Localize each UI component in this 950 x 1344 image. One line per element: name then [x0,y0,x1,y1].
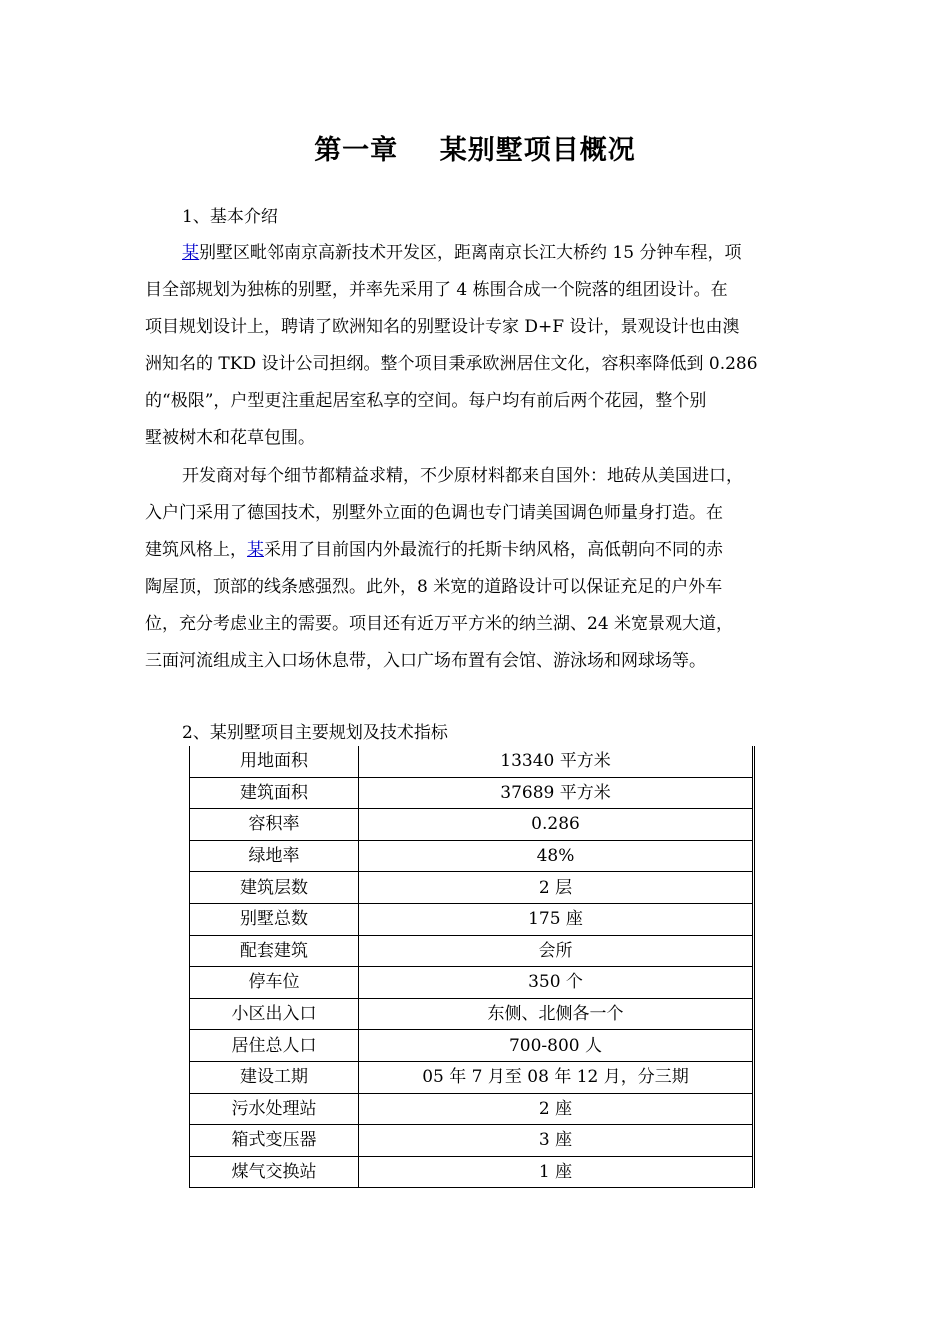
indicator-value: 175 座 [359,903,754,935]
chapter-title: 第一章 某别墅项目概况 [314,135,636,166]
paragraph-line: 洲知名的 TKD 设计公司担纲。整个项目秉承欧洲居住文化，容积率降低到 0.286 [145,354,758,374]
indicator-label: 居住总人口 [190,1030,359,1062]
paragraph-developer [145,458,805,680]
indicator-value: 48% [359,840,754,872]
table-row [190,1030,754,1062]
indicator-label: 建筑面积 [190,777,359,809]
paragraph-intro [145,235,805,457]
paragraph-line: 陶屋顶，顶部的线条感强烈。此外，8 米宽的道路设计可以保证充足的户外车 [145,577,723,597]
indicator-value: 0.286 [359,809,754,841]
indicator-value: 700-800 人 [359,1030,754,1062]
paragraph-line: 位，充分考虑业主的需要。项目还有近万平方米的纳兰湖、24 米宽景观大道， [145,614,734,634]
paragraph-line: 开发商对每个细节都精益求精，不少原材料都来自国外：地砖从美国进口， [182,466,743,486]
indicator-value: 会所 [359,935,754,967]
table-row [190,967,754,999]
indicator-value: 37689 平方米 [359,777,754,809]
table-row [190,840,754,872]
section-heading-basic-intro: 1、基本介绍 [182,207,278,227]
paragraph-text: 采用了目前国内外最流行的托斯卡纳风格，高低朝向不同的赤 [264,540,723,560]
paragraph-text: 建筑风格上， [145,540,247,560]
indicator-value: 2 座 [359,1093,754,1125]
indicator-value: 东侧、北侧各一个 [359,998,754,1030]
indicator-label: 容积率 [190,809,359,841]
table-row [190,746,754,777]
indicator-value: 3 座 [359,1125,754,1157]
table-row [190,935,754,967]
indicator-label: 建设工期 [190,1061,359,1093]
indicator-label: 煤气交换站 [190,1156,359,1188]
indicator-value: 350 个 [359,967,754,999]
paragraph-line: 的“极限”，户型更注重起居室私享的空间。每户均有前后两个花园，整个别 [145,391,707,411]
table-row [190,809,754,841]
indicator-label: 绿地率 [190,840,359,872]
indicator-value: 2 层 [359,872,754,904]
table-row [190,1093,754,1125]
table-row [190,1125,754,1157]
paragraph-line [145,235,805,272]
indicator-label: 小区出入口 [190,998,359,1030]
paragraph-text: 别墅区毗邻南京高新技术开发区，距离南京长江大桥约 15 分钟车程，项 [199,243,742,263]
indicator-value: 05 年 7 月至 08 年 12 月，分三期 [359,1061,754,1093]
table-row [190,998,754,1030]
table-row [190,1061,754,1093]
indicator-label: 建筑层数 [190,872,359,904]
table-row [190,872,754,904]
indicator-label: 别墅总数 [190,903,359,935]
paragraph-line: 目全部规划为独栋的别墅，并率先采用了 4 栋围合成一个院落的组团设计。在 [145,280,728,300]
table-row [190,1156,754,1188]
paragraph-line: 三面河流组成主入口场休息带，入口广场布置有会馆、游泳场和网球场等。 [145,651,706,671]
indicator-value: 13340 平方米 [359,746,754,777]
indicator-label: 箱式变压器 [190,1125,359,1157]
paragraph-line [145,532,805,569]
indicator-label: 用地面积 [190,746,359,777]
indicator-label: 污水处理站 [190,1093,359,1125]
paragraph-line: 入户门采用了德国技术，别墅外立面的色调也专门请美国调色师量身打造。在 [145,503,723,523]
table-row [190,777,754,809]
paragraph-line: 墅被树木和花草包围。 [145,428,315,448]
indicator-value: 1 座 [359,1156,754,1188]
project-name-link[interactable]: 某 [182,243,199,263]
section-heading-planning-indicators: 2、某别墅项目主要规划及技术指标 [182,723,448,743]
indicator-label: 停车位 [190,967,359,999]
project-name-link[interactable]: 某 [247,540,264,560]
indicator-label: 配套建筑 [190,935,359,967]
table-row [190,903,754,935]
planning-indicators-table [189,746,755,1188]
paragraph-line: 项目规划设计上，聘请了欧洲知名的别墅设计专家 D+F 设计，景观设计也由澳 [145,317,740,337]
